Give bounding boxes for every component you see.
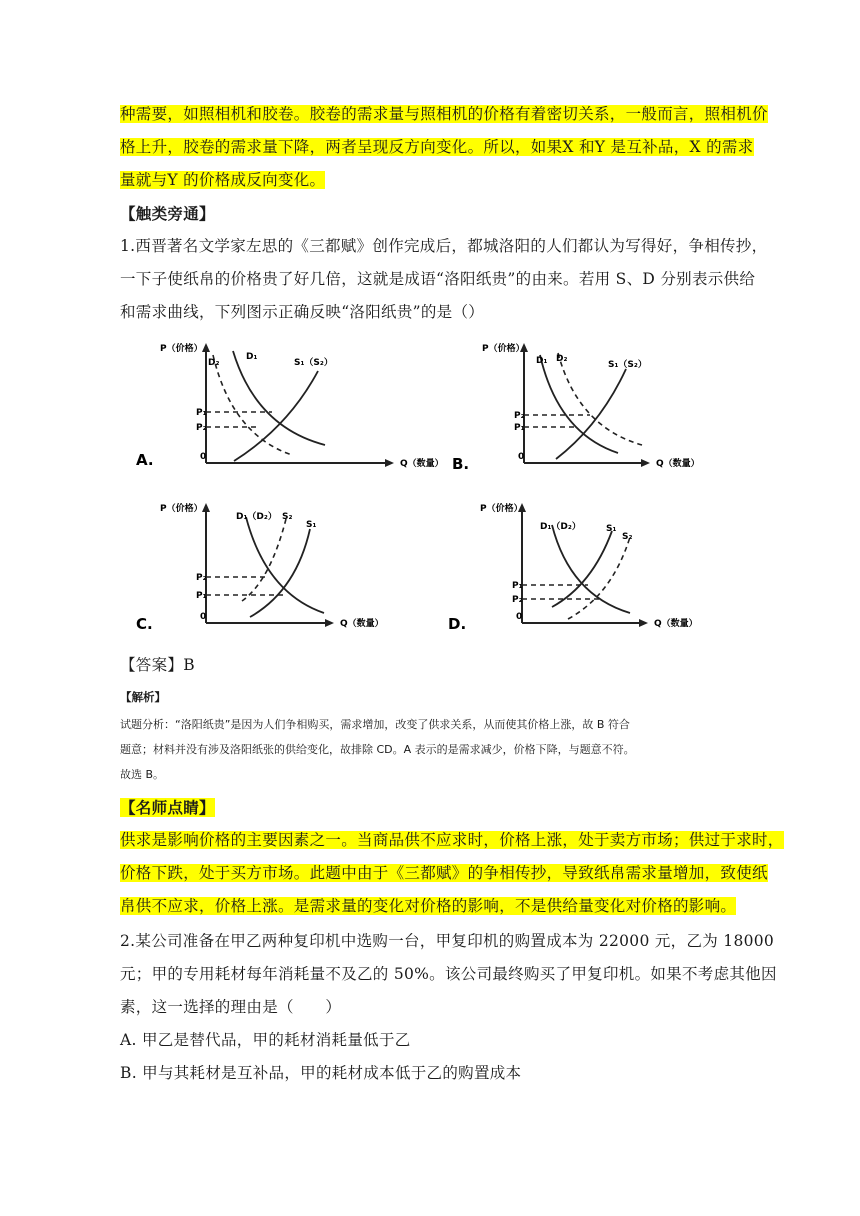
- curve-label: D₂: [556, 354, 568, 364]
- document-page: [120, 98, 784, 1090]
- tip-line: 供求是影响价格的主要因素之一。当商品供不应求时，价格上涨，处于卖方市场；供过于求时，: [120, 831, 784, 849]
- option-letter: A.: [136, 451, 154, 469]
- y-axis-label: P（价格）: [160, 344, 203, 354]
- x-axis-label: Q（数量）: [654, 619, 698, 629]
- curve-label: D₂: [208, 358, 220, 368]
- answer: 【答案】B: [120, 656, 195, 674]
- question-1: [120, 230, 768, 329]
- y-axis-label: P（价格）: [480, 504, 523, 514]
- graph-options: [120, 335, 740, 645]
- option-letter: B.: [452, 455, 470, 473]
- price-label: P₂: [196, 573, 207, 583]
- analysis-line: 试题分析：“洛阳纸贵”是因为人们争相购买，需求增加，改变了供求关系，从而使其价格上涨，故 B 符合: [120, 718, 630, 731]
- price-label: P₁: [196, 408, 207, 418]
- tip-paragraph: [120, 824, 784, 923]
- option-letter: D.: [448, 615, 467, 633]
- tip-heading: 【名师点睛】: [120, 798, 215, 817]
- analysis: [120, 712, 740, 787]
- option-b: B. 甲与其耗材是互补品，甲的耗材成本低于乙的购置成本: [120, 1064, 522, 1082]
- intro-line: 格上升，胶卷的需求量下降，两者呈现反方向变化。所以，如果X 和Y 是互补品，X 的需求: [120, 138, 754, 156]
- origin-label: 0: [200, 612, 207, 622]
- origin-label: 0: [200, 452, 207, 462]
- intro-line: 量就与Y 的价格成反向变化。: [120, 171, 326, 189]
- tip-line: 帛供不应求，价格上涨。是需求量的变化对价格的影响，不是供给量变化对价格的影响。: [120, 897, 737, 915]
- x-axis-label: Q（数量）: [656, 459, 700, 469]
- tip-line: 价格下跌，处于买方市场。此题中由于《三都赋》的争相传抄，导致纸帛需求量增加，致使纸: [120, 864, 768, 882]
- question-line: 素，这一选择的理由是（ ）: [120, 998, 342, 1016]
- curve-label: S₂: [282, 512, 293, 522]
- curve-label: S₁（S₂）: [608, 360, 647, 370]
- graph-d: [430, 495, 740, 645]
- curve-label: D₁: [536, 356, 548, 366]
- option-letter: C.: [136, 615, 153, 633]
- curve-label: S₂: [622, 532, 633, 542]
- graph-b: [430, 335, 740, 485]
- intro-paragraph: [120, 98, 768, 197]
- price-label: P₂: [196, 423, 207, 433]
- y-axis-label: P（价格）: [482, 344, 525, 354]
- curve-label: D₁（D₂）: [236, 512, 277, 522]
- analysis-title: 【解析】: [120, 690, 166, 704]
- question-line: 一下子使纸帛的价格贵了好几倍，这就是成语“洛阳纸贵”的由来。若用 S、D 分别表示供给: [120, 270, 756, 288]
- intro-line: 种需要，如照相机和胶卷。胶卷的需求量与照相机的价格有着密切关系，一般而言，照相机价: [120, 105, 768, 123]
- analysis-line: 题意；材料并没有涉及洛阳纸张的供给变化，故排除 CD。A 表示的是需求减少，价格下降，与题意不符。: [120, 743, 635, 756]
- price-label: P₂: [514, 411, 525, 421]
- question-line: 和需求曲线，下列图示正确反映“洛阳纸贵”的是（）: [120, 303, 485, 321]
- question-line: 2.某公司准备在甲乙两种复印机中选购一台，甲复印机的购置成本为 22000 元，乙为 18000: [120, 932, 775, 950]
- price-label: P₁: [514, 423, 525, 433]
- y-axis-label: P（价格）: [160, 504, 203, 514]
- x-axis-label: Q（数量）: [340, 619, 384, 629]
- x-axis-label: Q（数量）: [400, 459, 444, 469]
- graph-c: [120, 495, 430, 645]
- option-a: A. 甲乙是替代品，甲的耗材消耗量低于乙: [120, 1031, 411, 1049]
- question-line: 1.西晋著名文学家左思的《三都赋》创作完成后，都城洛阳的人们都认为写得好，争相传抄，: [120, 237, 768, 255]
- graph-a: [120, 335, 444, 485]
- curve-label: D₁: [246, 352, 258, 362]
- question-2: [120, 925, 777, 1090]
- price-label: P₂: [512, 595, 523, 605]
- analysis-line: 故选 B。: [120, 768, 165, 781]
- curve-label: D₁（D₂）: [540, 522, 581, 532]
- origin-label: 0: [518, 452, 525, 462]
- question-line: 元；甲的专用耗材每年消耗量不及乙的 50%。该公司最终购买了甲复印机。如果不考虑其他因: [120, 965, 777, 983]
- origin-label: 0: [516, 612, 523, 622]
- curve-label: S₁: [606, 524, 617, 534]
- price-label: P₁: [196, 591, 207, 601]
- curve-label: S₁: [306, 520, 317, 530]
- curve-label: S₁（S₂）: [294, 358, 333, 368]
- section-heading: 【触类旁通】: [120, 204, 215, 223]
- price-label: P₁: [512, 581, 523, 591]
